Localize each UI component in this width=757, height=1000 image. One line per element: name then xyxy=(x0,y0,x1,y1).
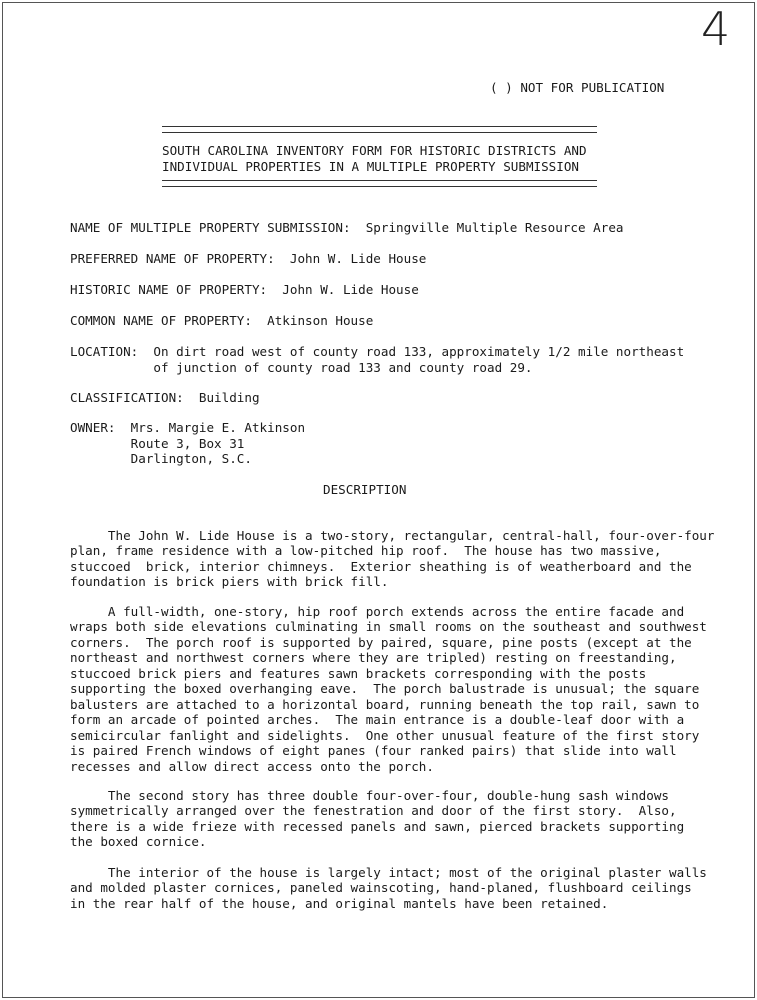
title-rule-top-2 xyxy=(162,132,597,133)
paragraph-line: stuccoed brick piers and features sawn brackets corresponding with the posts xyxy=(70,665,647,681)
paragraph-line: and molded plaster cornices, paneled wainscoting, hand-planed, flushboard ceilings xyxy=(70,880,692,895)
field-submission: NAME OF MULTIPLE PROPERTY SUBMISSION: Springville Multiple Resource Area xyxy=(70,220,624,235)
paragraph-line: A full-width, one-story, hip roof porch extends across the entire facade and xyxy=(70,603,685,619)
paragraph-line: wraps both side elevations culminating in small rooms on the southeast and southwest xyxy=(70,619,707,634)
owner-line: OWNER: Mrs. Margie E. Atkinson xyxy=(70,420,306,435)
paragraph-line: plan, frame residence with a low-pitched hip roof. The house has two massive, xyxy=(70,543,662,558)
field-owner xyxy=(70,420,305,467)
form-title-line: SOUTH CAROLINA INVENTORY FORM FOR HISTORIC DISTRICTS AND xyxy=(162,143,587,158)
paragraph-line: stuccoed brick, interior chimneys. Exterior sheathing is of weatherboard and the xyxy=(70,558,692,574)
field-historic-name: HISTORIC NAME OF PROPERTY: John W. Lide House xyxy=(70,282,419,297)
form-title-line: INDIVIDUAL PROPERTIES IN A MULTIPLE PROPERTY SUBMISSION xyxy=(162,158,580,174)
paragraph-line: The John W. Lide House is a two-story, rectangular, central-hall, four-over-four xyxy=(70,527,715,543)
title-rule-bottom-1 xyxy=(162,180,597,181)
paragraph-line: supporting the boxed overhanging eave. The porch balustrade is unusual; the square xyxy=(70,681,700,696)
owner-line: Route 3, Box 31 xyxy=(70,435,245,451)
paragraph-line: The interior of the house is largely intact; most of the original plaster walls xyxy=(70,864,707,880)
paragraph-line: foundation is brick piers with brick fill. xyxy=(70,574,389,589)
paragraph-line: recesses and allow direct access onto the porch. xyxy=(70,758,434,774)
paragraph-line: corners. The porch roof is supported by paired, square, pine posts (except at the xyxy=(70,634,692,650)
paragraph-line: in the rear half of the house, and original mantels have been retained. xyxy=(70,895,609,911)
field-preferred-name: PREFERRED NAME OF PROPERTY: John W. Lide House xyxy=(70,251,427,266)
page-number: 4 xyxy=(701,2,731,56)
title-rule-bottom-2 xyxy=(162,186,597,187)
paragraph-line: there is a wide frieze with recessed panels and sawn, pierced brackets supporting xyxy=(70,818,685,834)
field-common-name: COMMON NAME OF PROPERTY: Atkinson House xyxy=(70,313,374,328)
description-heading: DESCRIPTION xyxy=(323,482,407,497)
field-classification: CLASSIFICATION: Building xyxy=(70,390,260,405)
paragraph-line: form an arcade of pointed arches. The main entrance is a double-leaf door with a xyxy=(70,712,685,727)
paragraph-line: northeast and northwest corners where they are tripled) resting on freestanding, xyxy=(70,650,677,665)
location-line: of junction of county road 133 and county road 29. xyxy=(70,359,533,375)
description-paragraph-3 xyxy=(70,772,720,850)
paragraph-line: is paired French windows of eight panes (four ranked pairs) that slide into wall xyxy=(70,743,677,758)
paragraph-line: semicircular fanlight and sidelights. One other unusual feature of the first story xyxy=(70,727,700,743)
paragraph-line: balusters are attached to a horizontal board, running beneath the top rail, sawn to xyxy=(70,696,700,712)
form-title xyxy=(162,143,587,174)
paragraph-line: The second story has three double four-over-four, double-hung sash windows xyxy=(70,787,669,803)
publication-flag: ( ) NOT FOR PUBLICATION xyxy=(490,80,665,95)
description-paragraph-4 xyxy=(70,849,720,911)
location-line: LOCATION: On dirt road west of county road 133, approximately 1/2 mile northeast xyxy=(70,344,685,359)
field-location xyxy=(70,344,684,375)
paragraph-line: the boxed cornice. xyxy=(70,834,207,849)
paragraph-line: symmetrically arranged over the fenestration and door of the first story. Also, xyxy=(70,803,677,818)
owner-line: Darlington, S.C. xyxy=(70,451,252,466)
title-rule-top-1 xyxy=(162,126,597,127)
description-paragraph-1 xyxy=(70,512,720,590)
description-paragraph-2 xyxy=(70,588,720,774)
